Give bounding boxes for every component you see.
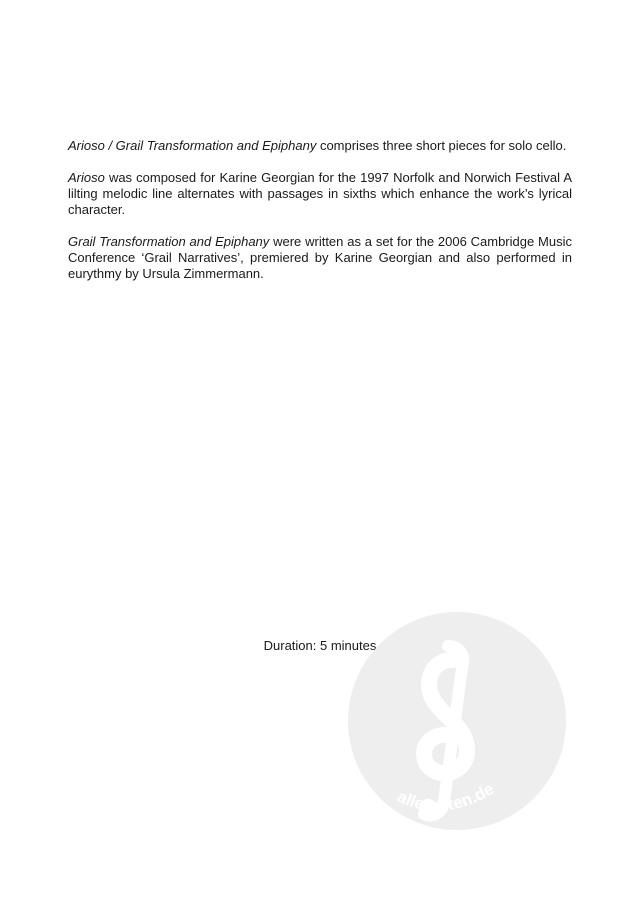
paragraph-text: were written as a set for the 2006 Cambridge Music Conference ‘Grail Narratives’, premiered by Karine Georgian and also performed in eurythmy by Ursula Zimmermann. [68,234,572,281]
treble-clef-icon [348,612,566,830]
paragraph-text: was composed for Karine Georgian for the 1997 Norfolk and Norwich Festival A lilting melodic line alternates with passages in sixths which enhance the work’s lyrical character. [68,170,572,217]
program-notes [68,138,572,298]
watermark-logo [348,612,566,830]
paragraph-text: comprises three short pieces for solo cello. [316,138,567,153]
paragraph-arioso [68,170,572,218]
watermark-text: alle-noten.de [394,779,498,816]
paragraph-grail [68,234,572,282]
work-title: Arioso / Grail Transformation and Epiphany [68,138,317,153]
work-title: Arioso [68,170,105,185]
duration-label: Duration: 5 minutes [263,638,377,653]
work-title: Grail Transformation and Epiphany [68,234,270,249]
paragraph-intro [68,138,572,154]
